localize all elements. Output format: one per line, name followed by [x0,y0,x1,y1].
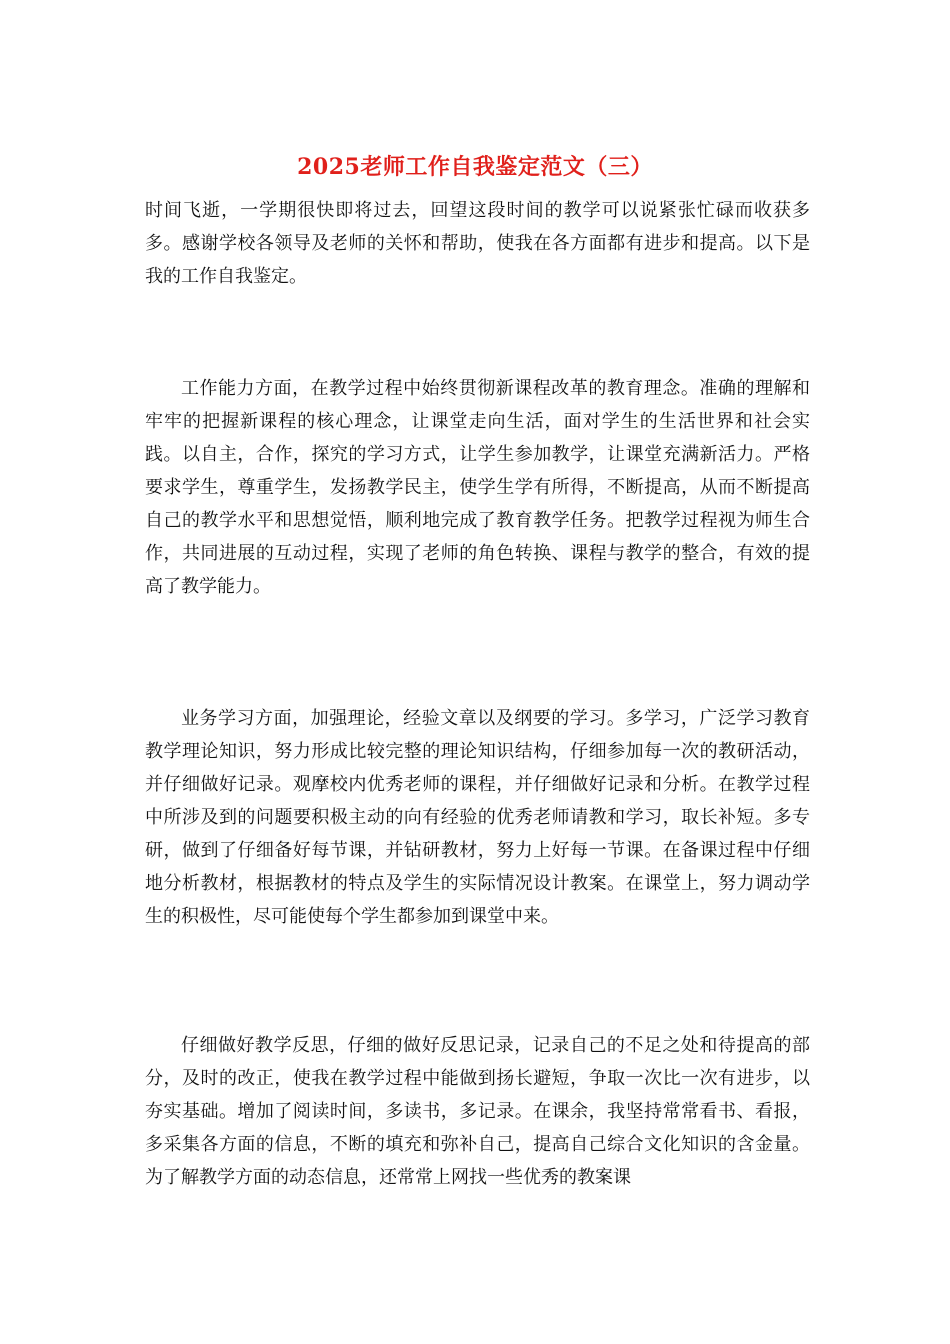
document-title: 2025老师工作自我鉴定范文（三） [297,154,653,180]
paragraph-work-ability: 工作能力方面，在教学过程中始终贯彻新课程改革的教育理念。准确的理解和牢牢的把握新课程的核心理念，让课堂走向生活，面对学生的生活世界和社会实践。以自主，合作，探究的学习方式，让学生参加教学，让课堂充满新活力。严格要求学生，尊重学生，发扬教学民主，使学生学有所得，不断提高，从而不断提高自己的教学水平和思想觉悟，顺利地完成了教育教学任务。把教学过程视为师生合作，共同进展的互动过程，实现了老师的角色转换、课程与教学的整合，有效的提高了教学能力。 [145,378,810,597]
paragraph-professional-study: 业务学习方面，加强理论，经验文章以及纲要的学习。多学习，广泛学习教育教学理论知识，努力形成比较完整的理论知识结构，仔细参加每一次的教研活动，并仔细做好记录。观摩校内优秀老师的课程，并仔细做好记录和分析。在教学过程中所涉及到的问题要积极主动的向有经验的优秀老师请教和学习，取长补短。多专研，做到了仔细备好每节课，并钻研教材，努力上好每一节课。在备课过程中仔细地分析教材，根据教材的特点及学生的实际情况设计教案。在课堂上，努力调动学生的积极性，尽可能使每个学生都参加到课堂中来。 [145,708,810,927]
paragraph-teaching-reflection: 仔细做好教学反思，仔细的做好反思记录，记录自己的不足之处和待提高的部分，及时的改正，使我在教学过程中能做到扬长避短，争取一次比一次有进步，以夯实基础。增加了阅读时间，多读书，多记录。在课余，我坚持常常看书、看报，多采集各方面的信息，不断的填充和弥补自己，提高自己综合文化知识的含金量。为了解教学方面的动态信息，还常常上网找一些优秀的教案课 [145,1035,810,1188]
paragraph-intro: 时间飞逝，一学期很快即将过去，回望这段时间的教学可以说紧张忙碌而收获多多。感谢学校各领导及老师的关怀和帮助，使我在各方面都有进步和提高。以下是我的工作自我鉴定。 [145,200,810,287]
